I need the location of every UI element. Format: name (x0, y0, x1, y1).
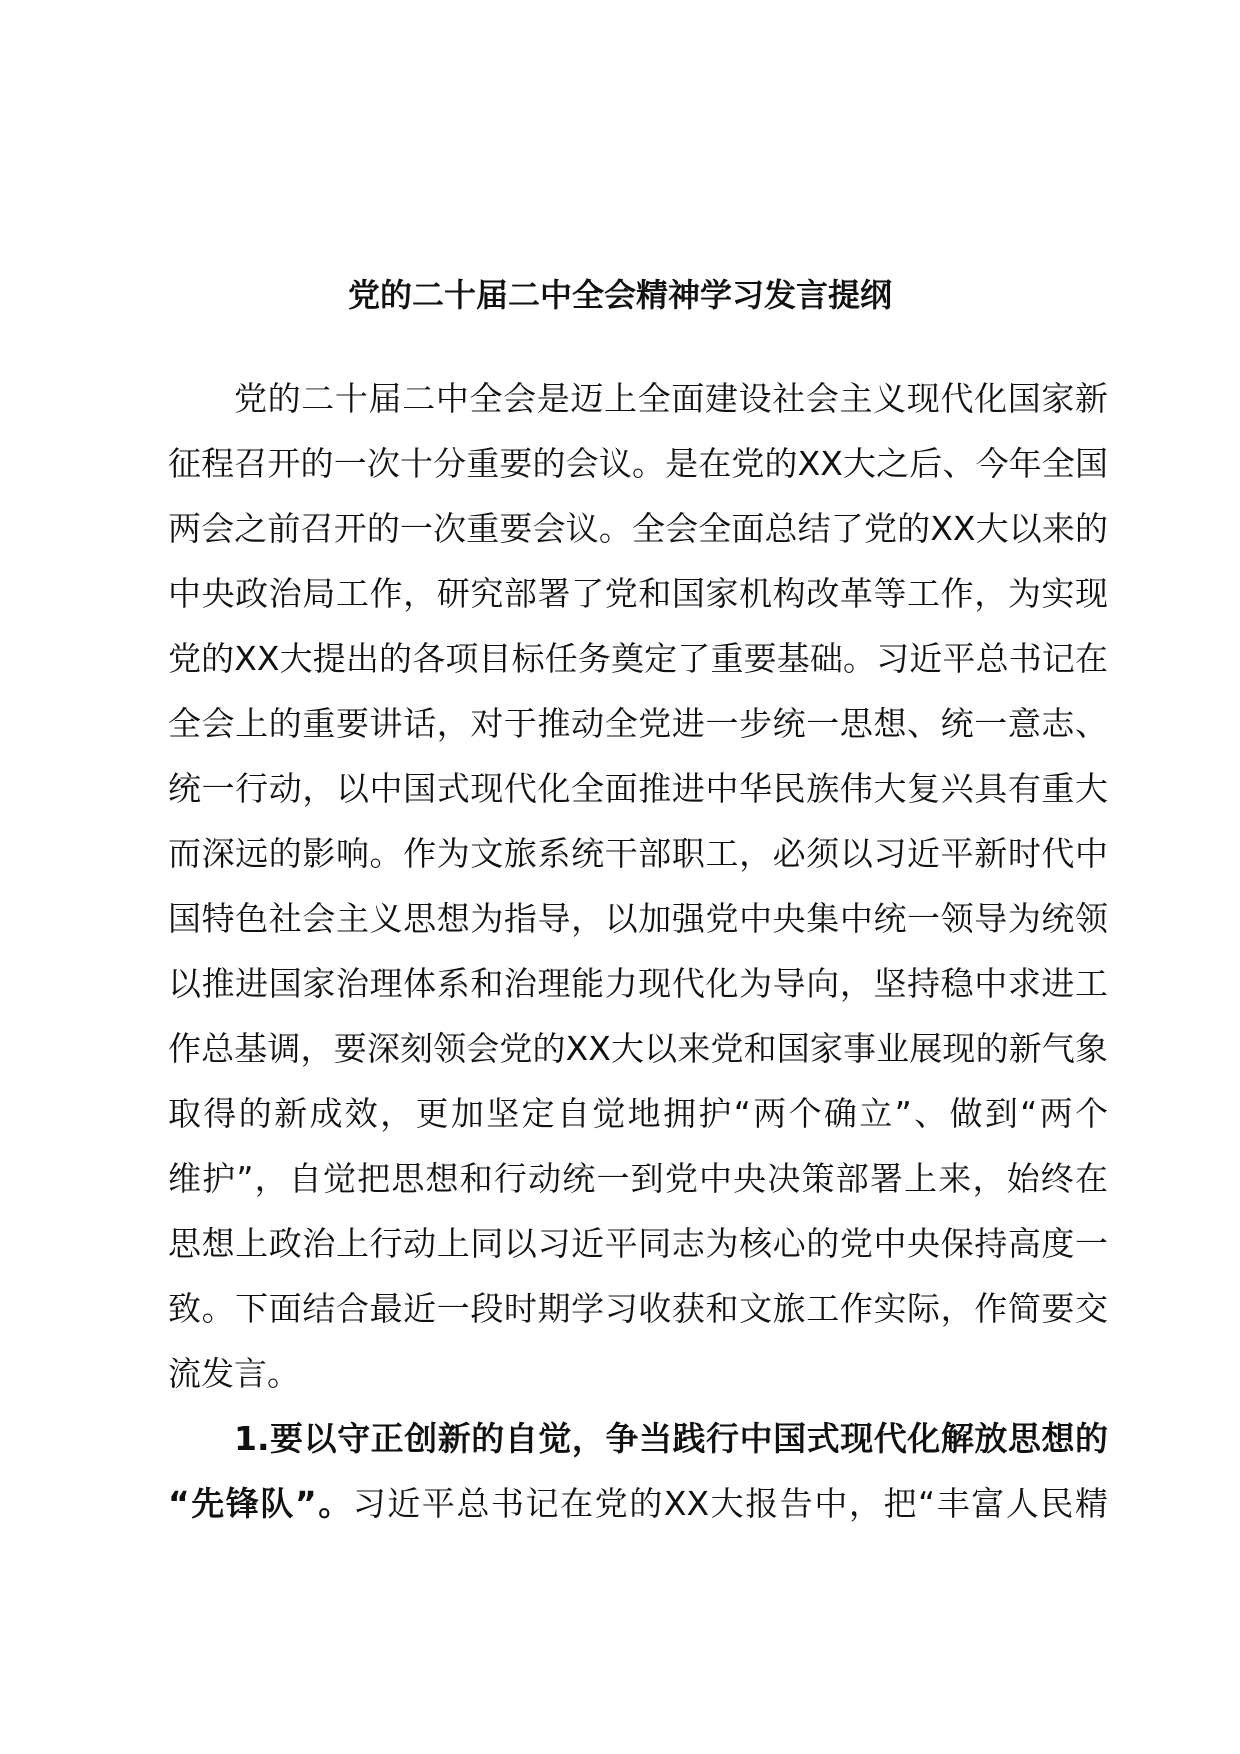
paragraph-line: 流发言。 (168, 1354, 300, 1393)
paragraph-line: 全会上的重要讲话，对于推动全党进一步统一思想、统一意志、 (168, 704, 1108, 743)
section-heading-line (168, 1406, 1108, 1471)
paragraph-line: 以推进国家治理体系和治理能力现代化为导向，坚持稳中求进工 (168, 964, 1108, 1003)
section-heading-text: 1.要以守正创新的自觉，争当践行中国式现代化解放思想的 (234, 1419, 1108, 1458)
paragraph-line: 维护”，自觉把思想和行动统一到党中央决策部署上来，始终在 (168, 1159, 1108, 1198)
document-title: 党的二十届二中全会精神学习发言提纲 (347, 276, 892, 314)
paragraph-line: 取得的新成效，更加坚定自觉地拥护“两个确立”、做到“两个 (168, 1094, 1108, 1133)
paragraph-line: 作总基调，要深刻领会党的XX大以来党和国家事业展现的新气象 (168, 1029, 1108, 1068)
paragraph-line: 中央政治局工作，研究部署了党和国家机构改革等工作，为实现 (168, 574, 1108, 613)
paragraph-line: 致。下面结合最近一段时期学习收获和文旅工作实际，作简要交 (168, 1289, 1108, 1328)
paragraph-line: 党的XX大提出的各项目标任务奠定了重要基础。习近平总书记在 (168, 639, 1108, 678)
paragraph-line: 而深远的影响。作为文旅系统干部职工，必须以习近平新时代中 (168, 834, 1108, 873)
paragraph-line: 国特色社会主义思想为指导，以加强党中央集中统一领导为统领 (168, 899, 1108, 938)
section-heading-tail: “先锋队”。 (168, 1484, 353, 1523)
document-body (168, 366, 1108, 1536)
paragraph-line: 两会之前召开的一次重要会议。全会全面总结了党的XX大以来的 (168, 509, 1108, 548)
section-body-text: 习近平总书记在党的XX大报告中，把“丰富人民精 (352, 1484, 1108, 1523)
section-line (168, 1471, 1108, 1536)
paragraph-line: 统一行动，以中国式现代化全面推进中华民族伟大复兴具有重大 (168, 769, 1108, 808)
paragraph-line: 征程召开的一次十分重要的会议。是在党的XX大之后、今年全国 (168, 444, 1108, 483)
paragraph-line: 思想上政治上行动上同以习近平同志为核心的党中央保持高度一 (168, 1224, 1108, 1263)
paragraph-line: 党的二十届二中全会是迈上全面建设社会主义现代化国家新 (234, 379, 1108, 418)
